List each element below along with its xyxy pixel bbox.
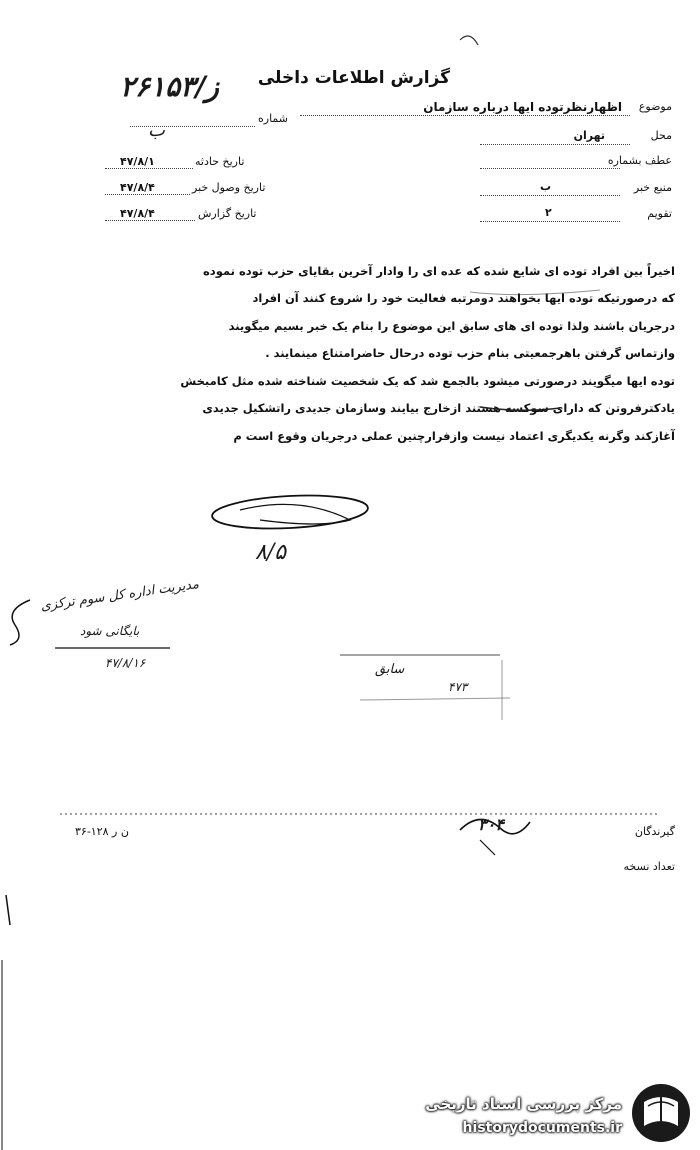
document-number: ۲۶۱۵۳/ز [120,70,219,103]
body-line-4: وازتماس گرفتن باهرجمعیتی بنام حزب توده درحال حاضرامتناع مینمایند . [265,346,675,360]
subject-label: موضوع [638,100,672,113]
archive-logo-icon [630,1082,692,1144]
report-date-value: ۴۷/۸/۴ [120,207,155,220]
recipients-value: ۳۰۴ [478,815,504,834]
body-line-1: اخیراً بین افراد توده ای شایع شده که عده ای را وادار آخرین بقایای حزب توده نموده [203,264,675,278]
margin-note-1: مدیریت اداره کل سوم ترکزی [39,576,200,615]
body-line-6: یادکترفروتن که دارای سوکسه هستند ازخارج بیایند وسازمان جدیدی راتشکیل جدیدی [202,401,675,415]
subject-value: اظهارنظرتوده ایها درباره سازمان [423,100,622,114]
source-label: منبع خبر [633,181,672,194]
copies-label: تعداد نسخه [623,860,675,873]
watermark-line-1: مرکز بررسی اسناد تاریخی [425,1095,622,1113]
report-date-label: تاریخ گزارش [198,207,257,220]
footer-code: ۳۶-۱۲۸ ن ر [75,825,129,838]
recipients-label: گیرندگان [634,825,675,838]
evaluation-label: تقویم [647,207,672,220]
place-value: تهران [573,129,605,142]
body-line-2: که درصورتیکه توده ایها بخواهند دومرتبه فعالیت خود را شروع کنند آن افراد [252,291,675,305]
ref-label: عطف بشماره [607,154,672,167]
watermark-line-2: historydocuments.ir [462,1120,622,1136]
document-title: گزارش اطلاعات داخلی [257,68,450,88]
body-line-5: توده ایها میگویند درصورتی میشود بالجمع شد که یک شخصیت شناخته شده مثل کامبخش [180,374,675,388]
body-line-7: آغازکند وگرنه یکدیگری اعتماد نیست وازفرارچنین عملی درجریان وقوع است م [233,429,675,443]
evaluation-value: ۲ [545,206,552,219]
incident-date-value: ۴۷/۸/۱ [120,155,155,168]
margin-date: ۴۷/۸/۱۶ [105,656,146,670]
received-date-value: ۴۷/۸/۴ [120,181,155,194]
received-date-label: تاریخ وصول خبر [192,181,266,194]
center-note: سابق [375,662,405,677]
handwritten-fraction: ۸/۵ [255,540,287,565]
center-note-2: ۴۷۳ [448,680,468,694]
incident-date-label: تاریخ حادثه [195,155,245,168]
margin-note-2: بایگانی شود [80,624,140,638]
number-sub: ب [148,120,165,141]
body-line-3: درجریان باشند ولذا توده ای های سابق این موضوع را بنام یک خبر بسیم میگویند [228,319,675,333]
number-label: شماره [258,112,289,125]
source-value: ب [540,180,552,193]
place-label: محل [650,129,672,142]
